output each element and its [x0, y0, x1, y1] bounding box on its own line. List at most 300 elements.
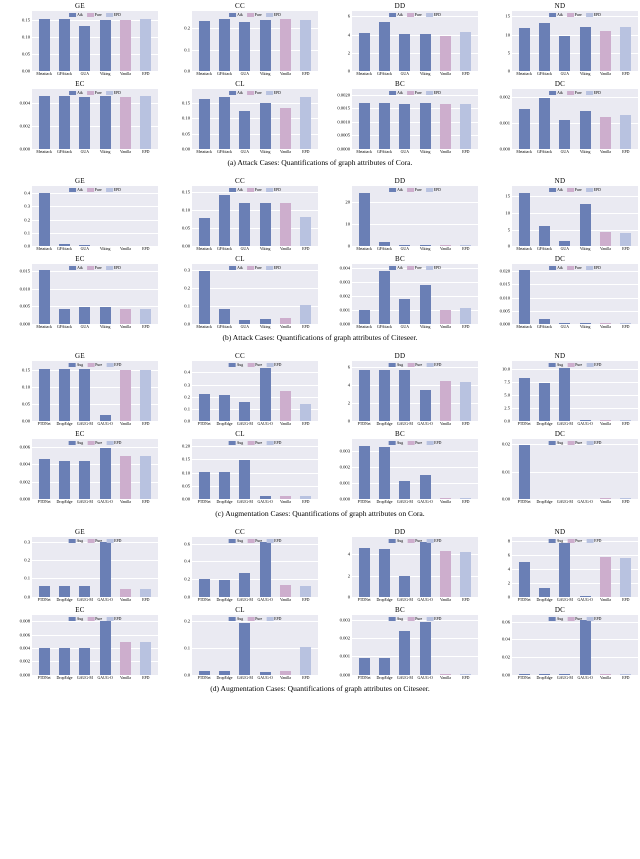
x-tick-label: PTDNet — [357, 675, 371, 680]
x-tick-label: GAUG-O — [97, 422, 113, 427]
legend-swatch — [229, 363, 236, 367]
y-tick-label: 0.4 — [24, 190, 30, 196]
legend-swatch — [549, 363, 556, 367]
y-tick-label: 6 — [347, 13, 350, 19]
chart-panel-ge — [0, 526, 160, 604]
y-tick-label: 0.0 — [24, 594, 30, 600]
bar-series — [512, 11, 638, 71]
x-tick-label: GUA — [560, 72, 570, 76]
x-tick-label: GAUG-O — [97, 675, 113, 680]
legend-item — [229, 539, 244, 543]
y-tick-label: 0.10 — [21, 384, 30, 390]
bar — [460, 382, 471, 421]
legend-swatch — [266, 539, 273, 543]
y-tick-label: 0.000 — [339, 321, 350, 327]
plot-area — [512, 361, 638, 421]
legend-item — [407, 441, 422, 445]
bar — [39, 193, 50, 246]
plot-area — [192, 89, 318, 149]
y-tick-label: 0.015 — [19, 268, 30, 274]
plot-area — [512, 615, 638, 675]
y-tick-label: 5.0 — [504, 392, 510, 398]
legend-item — [407, 539, 422, 543]
x-tick-label: GUA — [80, 150, 90, 155]
legend-label: EPD — [593, 188, 601, 193]
x-tick-label: Vanilla — [119, 150, 131, 155]
bar — [420, 103, 431, 149]
legend — [69, 13, 121, 17]
chart-panel-nd — [480, 350, 640, 428]
bar — [59, 369, 70, 421]
y-tick-label: 0.3 — [24, 539, 30, 545]
x-tick-label: GUA — [560, 150, 570, 155]
y-axis — [482, 361, 512, 424]
chart-title: DD — [394, 177, 406, 186]
bar — [440, 498, 451, 500]
legend-swatch — [247, 266, 254, 270]
chart-title: DC — [554, 430, 566, 439]
plot-area — [192, 11, 318, 71]
y-axis — [322, 11, 352, 74]
chart-panel-dc — [480, 428, 640, 506]
bar — [280, 203, 291, 246]
bar — [300, 217, 311, 246]
legend-swatch — [229, 188, 236, 192]
plot-area — [512, 89, 638, 149]
bar — [100, 621, 111, 674]
x-axis — [352, 421, 478, 426]
legend-item — [229, 266, 243, 270]
legend-swatch — [106, 441, 113, 445]
x-tick-label: GFAttack — [376, 325, 393, 330]
y-tick-label: 0.010 — [19, 286, 30, 292]
x-tick-label: Vanilla — [279, 675, 291, 680]
y-tick-label: 0.000 — [19, 146, 30, 152]
legend-item — [407, 617, 422, 621]
x-tick-label: GAUG-O — [417, 675, 433, 680]
legend-swatch — [407, 13, 414, 17]
bar — [539, 23, 550, 71]
legend — [69, 266, 121, 270]
bar — [580, 420, 591, 421]
group-caption: (d) Augmentation Cases: Quantifications of graph attributes on Citeseer. — [210, 683, 430, 693]
legend-swatch — [69, 266, 76, 270]
x-tick-label: EPD — [462, 150, 470, 155]
legend-item — [407, 363, 422, 367]
group-caption: (b) Attack Cases: Quantifications of graph attributes of Citeseer. — [222, 333, 418, 343]
x-tick-label: GAUG-M — [396, 675, 413, 680]
legend-label: Pure — [575, 441, 583, 446]
legend-item — [426, 363, 441, 367]
chart-group-b — [0, 175, 640, 342]
bar — [140, 456, 151, 499]
x-axis — [352, 675, 478, 680]
x-tick-label: GAUG-M — [236, 597, 253, 602]
legend-item — [266, 13, 281, 17]
x-tick-label: EPD — [142, 150, 150, 155]
legend-label: Atk — [237, 266, 243, 271]
x-axis — [512, 324, 638, 329]
legend-label: EPD — [434, 538, 442, 543]
bar — [460, 308, 471, 325]
x-tick-label: DropEdge — [536, 597, 553, 602]
legend — [69, 441, 122, 445]
bar — [359, 33, 370, 71]
legend-label: Aug — [76, 441, 84, 446]
legend-swatch — [87, 13, 94, 17]
legend-label: Atk — [557, 91, 563, 96]
legend-item — [229, 441, 244, 445]
y-tick-label: 0.1 — [184, 303, 190, 309]
legend-swatch — [247, 539, 254, 543]
x-tick-label: Viking — [99, 247, 111, 252]
chart-title: DC — [554, 80, 566, 89]
bar — [120, 370, 131, 421]
legend-label: Aug — [556, 441, 564, 446]
x-tick-label: PTDNet — [517, 500, 531, 505]
bar — [559, 499, 570, 500]
plot-area — [32, 11, 158, 71]
legend — [229, 363, 282, 367]
y-axis — [482, 439, 512, 502]
legend-item — [407, 266, 422, 270]
legend — [549, 91, 601, 95]
y-axis — [162, 537, 192, 600]
legend-swatch — [389, 91, 396, 95]
x-tick-label: Viking — [579, 247, 591, 252]
y-tick-label: 0.2 — [184, 25, 190, 31]
x-tick-label: EPD — [302, 325, 310, 330]
legend-swatch — [586, 617, 593, 621]
bar — [300, 496, 311, 499]
x-tick-label: GUA — [240, 325, 250, 330]
legend-swatch — [87, 539, 94, 543]
x-tick-label: EPD — [622, 500, 630, 505]
legend-label: Pure — [95, 538, 103, 543]
chart-panel-bc — [320, 604, 480, 682]
legend-item — [586, 441, 601, 445]
legend-label: Pure — [94, 266, 102, 271]
chart-panel-cl — [160, 78, 320, 156]
chart-panel-dd — [320, 0, 480, 78]
y-axis — [322, 439, 352, 502]
bar — [539, 319, 550, 324]
legend-label: EPD — [274, 538, 282, 543]
x-axis — [512, 149, 638, 154]
bar — [260, 496, 271, 499]
bar — [280, 671, 291, 674]
legend-label: Pure — [254, 266, 262, 271]
plot-area — [512, 264, 638, 324]
legend-swatch — [229, 441, 236, 445]
bar — [239, 203, 250, 247]
x-axis — [512, 246, 638, 251]
x-axis — [352, 71, 478, 76]
y-tick-label: 0.004 — [19, 645, 30, 651]
x-tick-label: GFAttack — [536, 72, 553, 76]
bar — [379, 658, 390, 674]
x-tick-label: EPD — [142, 325, 150, 330]
legend — [229, 617, 282, 621]
y-tick-label: 2.5 — [504, 405, 510, 411]
plot-area — [192, 615, 318, 675]
bar — [280, 19, 291, 71]
y-tick-label: 0.001 — [339, 307, 350, 313]
y-axis — [2, 11, 32, 74]
x-tick-label: DropEdge — [376, 675, 393, 680]
y-tick-label: 4 — [347, 32, 350, 38]
legend-swatch — [87, 91, 94, 95]
chart-title: ND — [554, 2, 566, 10]
x-tick-label: Vanilla — [279, 500, 291, 505]
legend-label: Aug — [396, 538, 404, 543]
chart-panel-nd — [480, 175, 640, 253]
y-tick-label: 5 — [507, 50, 510, 56]
x-tick-label: DropEdge — [216, 422, 233, 427]
bar — [140, 642, 151, 675]
y-axis — [2, 615, 32, 678]
x-tick-label: Vanilla — [599, 500, 611, 505]
x-tick-label: PTDNet — [517, 675, 531, 680]
chart-panel-dc — [480, 78, 640, 156]
bar — [600, 557, 611, 597]
legend-item — [586, 266, 601, 270]
bar — [440, 551, 451, 596]
x-tick-label: Viking — [259, 72, 271, 76]
legend-item — [567, 13, 582, 17]
bar — [39, 369, 50, 421]
bar — [280, 391, 291, 422]
x-tick-label: GFAttack — [216, 72, 233, 76]
x-tick-label: EPD — [302, 72, 310, 76]
legend-item — [549, 188, 563, 192]
bar — [120, 309, 131, 324]
legend-item — [229, 91, 243, 95]
bar — [440, 674, 451, 675]
bar — [100, 246, 111, 247]
legend-swatch — [266, 617, 273, 621]
x-tick-label: EPD — [622, 72, 630, 76]
y-tick-label: 0.000 — [19, 321, 30, 327]
bar-series — [192, 537, 318, 597]
chart-panel-cl — [160, 604, 320, 682]
chart-group-a — [0, 0, 640, 167]
bar — [580, 204, 591, 247]
x-tick-label: EPD — [142, 72, 150, 76]
legend — [229, 539, 282, 543]
bar — [120, 97, 131, 149]
plot-area — [352, 537, 478, 597]
chart-panel-bc — [320, 253, 480, 331]
x-tick-label: PTDNet — [37, 675, 51, 680]
x-tick-label: GAUG-O — [257, 675, 273, 680]
legend-swatch — [567, 617, 574, 621]
x-tick-label: GAUG-M — [556, 675, 573, 680]
legend-swatch — [106, 91, 113, 95]
legend-label: Pure — [94, 91, 102, 96]
legend — [389, 539, 442, 543]
legend-item — [549, 441, 564, 445]
x-tick-label: GUA — [560, 325, 570, 330]
legend-swatch — [567, 539, 574, 543]
legend-swatch — [426, 13, 433, 17]
x-tick-label: GAUG-O — [257, 597, 273, 602]
legend-item — [266, 188, 281, 192]
x-tick-label: GAUG-O — [577, 422, 593, 427]
chart-title: BC — [395, 430, 405, 439]
bar — [580, 596, 591, 597]
bar-series — [352, 439, 478, 499]
x-tick-label: EPD — [462, 72, 470, 76]
bar-series — [192, 11, 318, 71]
bar — [600, 117, 611, 150]
bar — [359, 310, 370, 324]
legend-item — [69, 617, 84, 621]
legend-label: Pure — [254, 91, 262, 96]
y-tick-label: 0.005 — [19, 303, 30, 309]
legend-swatch — [407, 266, 414, 270]
bar — [79, 307, 90, 324]
y-axis — [2, 186, 32, 249]
plot-area — [192, 186, 318, 246]
x-tick-label: Viking — [579, 72, 591, 76]
x-tick-label: EPD — [622, 325, 630, 330]
chart-panel-cc — [160, 526, 320, 604]
y-tick-label: 0.008 — [19, 618, 30, 624]
y-tick-label: 0.000 — [19, 496, 30, 502]
chart-title: DC — [554, 605, 566, 614]
y-tick-label: 0.01 — [501, 469, 510, 475]
y-tick-label: 0.002 — [339, 635, 350, 641]
y-axis — [482, 186, 512, 249]
legend-swatch — [586, 363, 593, 367]
bar — [539, 98, 550, 149]
bar — [399, 370, 410, 422]
x-tick-label: PTDNet — [357, 422, 371, 427]
chart-panel-dc — [480, 604, 640, 682]
plot-area — [352, 439, 478, 499]
plot-area — [512, 439, 638, 499]
y-tick-label: 0.02 — [501, 441, 510, 447]
bar — [539, 588, 550, 596]
legend-label: Pure — [574, 13, 582, 17]
bar — [100, 415, 111, 422]
y-axis — [482, 615, 512, 678]
bar — [219, 19, 230, 72]
x-tick-label: GUA — [560, 247, 570, 252]
bar — [460, 498, 471, 500]
y-tick-label: 0.004 — [19, 100, 30, 106]
legend-item — [229, 363, 244, 367]
legend-swatch — [266, 13, 273, 17]
bar — [600, 232, 611, 246]
x-tick-label: PTDNet — [37, 597, 51, 602]
legend-label: Atk — [557, 13, 563, 17]
y-axis — [2, 89, 32, 152]
x-tick-label: EPD — [622, 675, 630, 680]
x-tick-label: GAUG-M — [396, 597, 413, 602]
x-tick-label: EPD — [302, 150, 310, 155]
bar — [199, 99, 210, 149]
legend-item — [426, 441, 441, 445]
x-tick-label: DropEdge — [376, 500, 393, 505]
x-tick-label: GUA — [400, 247, 410, 252]
x-tick-label: EPD — [462, 422, 470, 427]
y-tick-label: 0.05 — [181, 483, 190, 489]
chart-panel-dc — [480, 253, 640, 331]
legend-item — [567, 266, 582, 270]
y-tick-label: 0.000 — [19, 672, 30, 678]
legend-swatch — [266, 266, 273, 270]
legend-item — [426, 188, 441, 192]
chart-panel-cl — [160, 253, 320, 331]
legend-item — [87, 363, 102, 367]
plot-area — [32, 361, 158, 421]
chart-title: CL — [235, 255, 245, 264]
x-tick-label: EPD — [622, 597, 630, 602]
legend-swatch — [106, 617, 113, 621]
x-tick-label: PTDNet — [357, 500, 371, 505]
y-tick-label: 0.002 — [339, 293, 350, 299]
y-tick-label: 0.0 — [504, 418, 510, 424]
plot-area — [192, 537, 318, 597]
x-tick-label: PTDNet — [197, 597, 211, 602]
bar — [460, 32, 471, 71]
bar — [580, 111, 591, 149]
bar — [359, 370, 370, 422]
bar — [219, 580, 230, 597]
legend-item — [229, 188, 243, 192]
bar — [39, 586, 50, 597]
bar — [140, 246, 151, 247]
legend-label: EPD — [594, 616, 602, 621]
y-tick-label: 0.4 — [184, 369, 190, 375]
legend-label: Pure — [95, 363, 103, 368]
chart-panel-cl — [160, 428, 320, 506]
x-tick-label: Metattack — [196, 150, 212, 155]
legend-swatch — [586, 266, 593, 270]
y-tick-label: 0.4 — [184, 558, 190, 564]
y-tick-label: 0.05 — [21, 401, 30, 407]
y-axis — [322, 264, 352, 327]
x-tick-label: Viking — [579, 150, 591, 155]
y-tick-label: 0.002 — [19, 658, 30, 664]
x-tick-label: Metattack — [36, 247, 52, 252]
y-axis — [162, 439, 192, 502]
x-tick-label: GAUG-M — [236, 675, 253, 680]
y-tick-label: 0.1 — [24, 575, 30, 581]
x-tick-label: Vanilla — [119, 675, 131, 680]
bar — [199, 21, 210, 71]
legend — [389, 91, 441, 95]
x-tick-label: Viking — [419, 247, 431, 252]
x-tick-label: Vanilla — [119, 325, 131, 330]
y-tick-label: 0.00 — [501, 672, 510, 678]
y-axis — [322, 361, 352, 424]
x-tick-label: Viking — [419, 150, 431, 155]
bar — [460, 104, 471, 149]
legend-swatch — [407, 363, 414, 367]
legend-label: Pure — [574, 266, 582, 271]
chart-title: CC — [235, 527, 245, 536]
bar — [120, 642, 131, 675]
legend-swatch — [389, 441, 396, 445]
y-tick-label: 0.3 — [24, 203, 30, 209]
x-tick-label: Vanilla — [599, 72, 611, 76]
legend-label: EPD — [434, 441, 442, 446]
y-tick-label: 0.6 — [184, 541, 190, 547]
legend-item — [106, 91, 121, 95]
